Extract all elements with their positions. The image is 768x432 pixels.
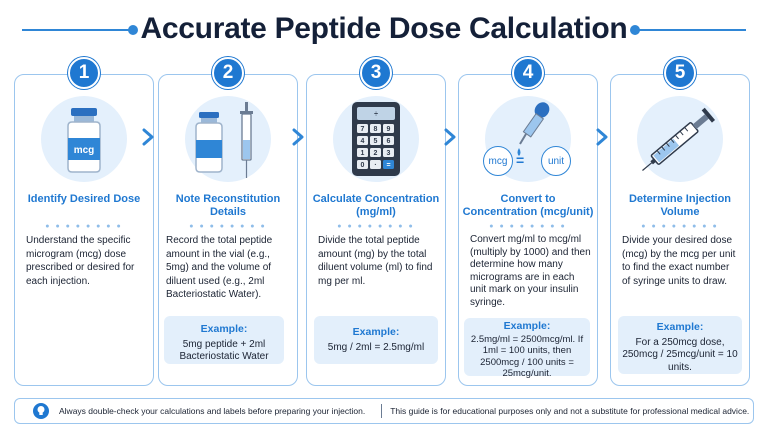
header-dot-left: [128, 25, 138, 35]
step-description: Record the total peptide amount in the vial (e.g., 5mg) and the volume of diluent used (e.g., 2ml Bacteriostatic Water).: [166, 235, 273, 300]
step-description: Divide the total peptide amount (mg) by the total diluent volume (ml) to find mg per ml.: [318, 235, 433, 287]
example-label: Example:: [352, 326, 400, 338]
calculator-key-label: ÷: [374, 111, 378, 119]
calculator-key-label: =: [386, 162, 391, 170]
calculator-key-label: 2: [373, 150, 378, 158]
vial-and-syringe-icon: [185, 96, 271, 182]
footer-disclaimer: This guide is for educational purposes only and not a substitute for professional medical advice.: [390, 406, 750, 416]
example-text: 5mg / 2ml = 2.5mg/ml: [327, 341, 425, 353]
step-description: Divide your desired dose (mcg) by the mcg per unit to find the exact number of syringe units to draw.: [622, 235, 736, 287]
chevron-right-icon: [292, 128, 304, 146]
example-label: Example:: [200, 323, 248, 335]
step-description: Convert mg/ml to mcg/ml (multiply by 1000) and then determine how many micrograms are in each unit mark on your insulin syringe.: [470, 234, 591, 308]
lightbulb-icon: [33, 403, 49, 419]
dotted-divider: ● ● ● ● ● ● ● ●: [45, 223, 123, 230]
header-rule-right: [636, 29, 746, 31]
calculator-key-label: 1: [360, 150, 365, 158]
example-text: 5mg peptide + 2ml Bacteriostatic Water: [179, 338, 269, 362]
example-label: Example:: [656, 321, 704, 333]
step-number-badge: 4: [512, 57, 544, 89]
calculator-key-label: ·: [374, 162, 377, 170]
dotted-divider: ● ● ● ● ● ● ● ●: [489, 223, 567, 230]
example-box: [164, 316, 284, 364]
equals-sign: =: [516, 152, 525, 168]
example-box: [618, 316, 742, 374]
example-text: For a 250mcg dose, 250mcg / 25mcg/unit = 10 units.: [622, 336, 738, 373]
vial-icon: [41, 96, 127, 182]
example-box: [314, 316, 438, 364]
calculator-key-label: 3: [386, 150, 391, 158]
example-label: Example:: [503, 320, 551, 332]
header-rule-left: [22, 29, 132, 31]
header: [0, 0, 768, 58]
chevron-right-icon: [596, 128, 608, 146]
calculator-key-label: 4: [360, 138, 365, 146]
calculator-key-label: 8: [373, 126, 378, 134]
dotted-divider: ● ● ● ● ● ● ● ●: [337, 223, 415, 230]
example-text: 2.5mg/ml = 2500mcg/ml. If 1ml = 100 units, then 2500mcg / 100 units = 25mcg/unit.: [470, 333, 584, 379]
calculator-key-label: 6: [386, 138, 391, 146]
step-number-badge: 5: [664, 57, 696, 89]
step-number-badge: 1: [68, 57, 100, 89]
syringe-icon: [637, 96, 723, 182]
step-description: Understand the specific microgram (mcg) dose prescribed or desired for each injection.: [26, 235, 135, 287]
calculator-key-label: 5: [373, 138, 378, 146]
dotted-divider: ● ● ● ● ● ● ● ●: [641, 223, 719, 230]
calculator-icon: [333, 96, 419, 182]
calculator-key-label: 0: [360, 162, 365, 170]
page-title: Accurate Peptide Dose Calculation: [140, 12, 628, 45]
step-title: Identify Desired Dose: [27, 193, 141, 205]
example-box: [464, 318, 590, 379]
dotted-divider: ● ● ● ● ● ● ● ●: [189, 223, 267, 230]
step-title: Note Reconstitution Details: [175, 193, 281, 218]
step-title: Calculate Concentration (mg/ml): [312, 193, 440, 218]
chevron-right-icon: [142, 128, 154, 146]
calculator-key-label: 7: [360, 126, 365, 134]
footer-divider: [381, 404, 382, 418]
footer-notice: [14, 398, 754, 424]
mcg-bubble: mcg: [483, 146, 513, 176]
step-number-badge: 2: [212, 57, 244, 89]
step-title: Convert to Concentration (mcg/unit): [462, 193, 594, 218]
calculator-key-label: 9: [386, 126, 391, 134]
vial-label: mcg: [73, 145, 95, 156]
unit-bubble: unit: [541, 146, 571, 176]
step-number-badge: 3: [360, 57, 392, 89]
step-title: Determine Injection Volume: [628, 193, 732, 218]
chevron-right-icon: [444, 128, 456, 146]
footer-safety-note: Always double-check your calculations and labels before preparing your injection.: [59, 406, 366, 416]
